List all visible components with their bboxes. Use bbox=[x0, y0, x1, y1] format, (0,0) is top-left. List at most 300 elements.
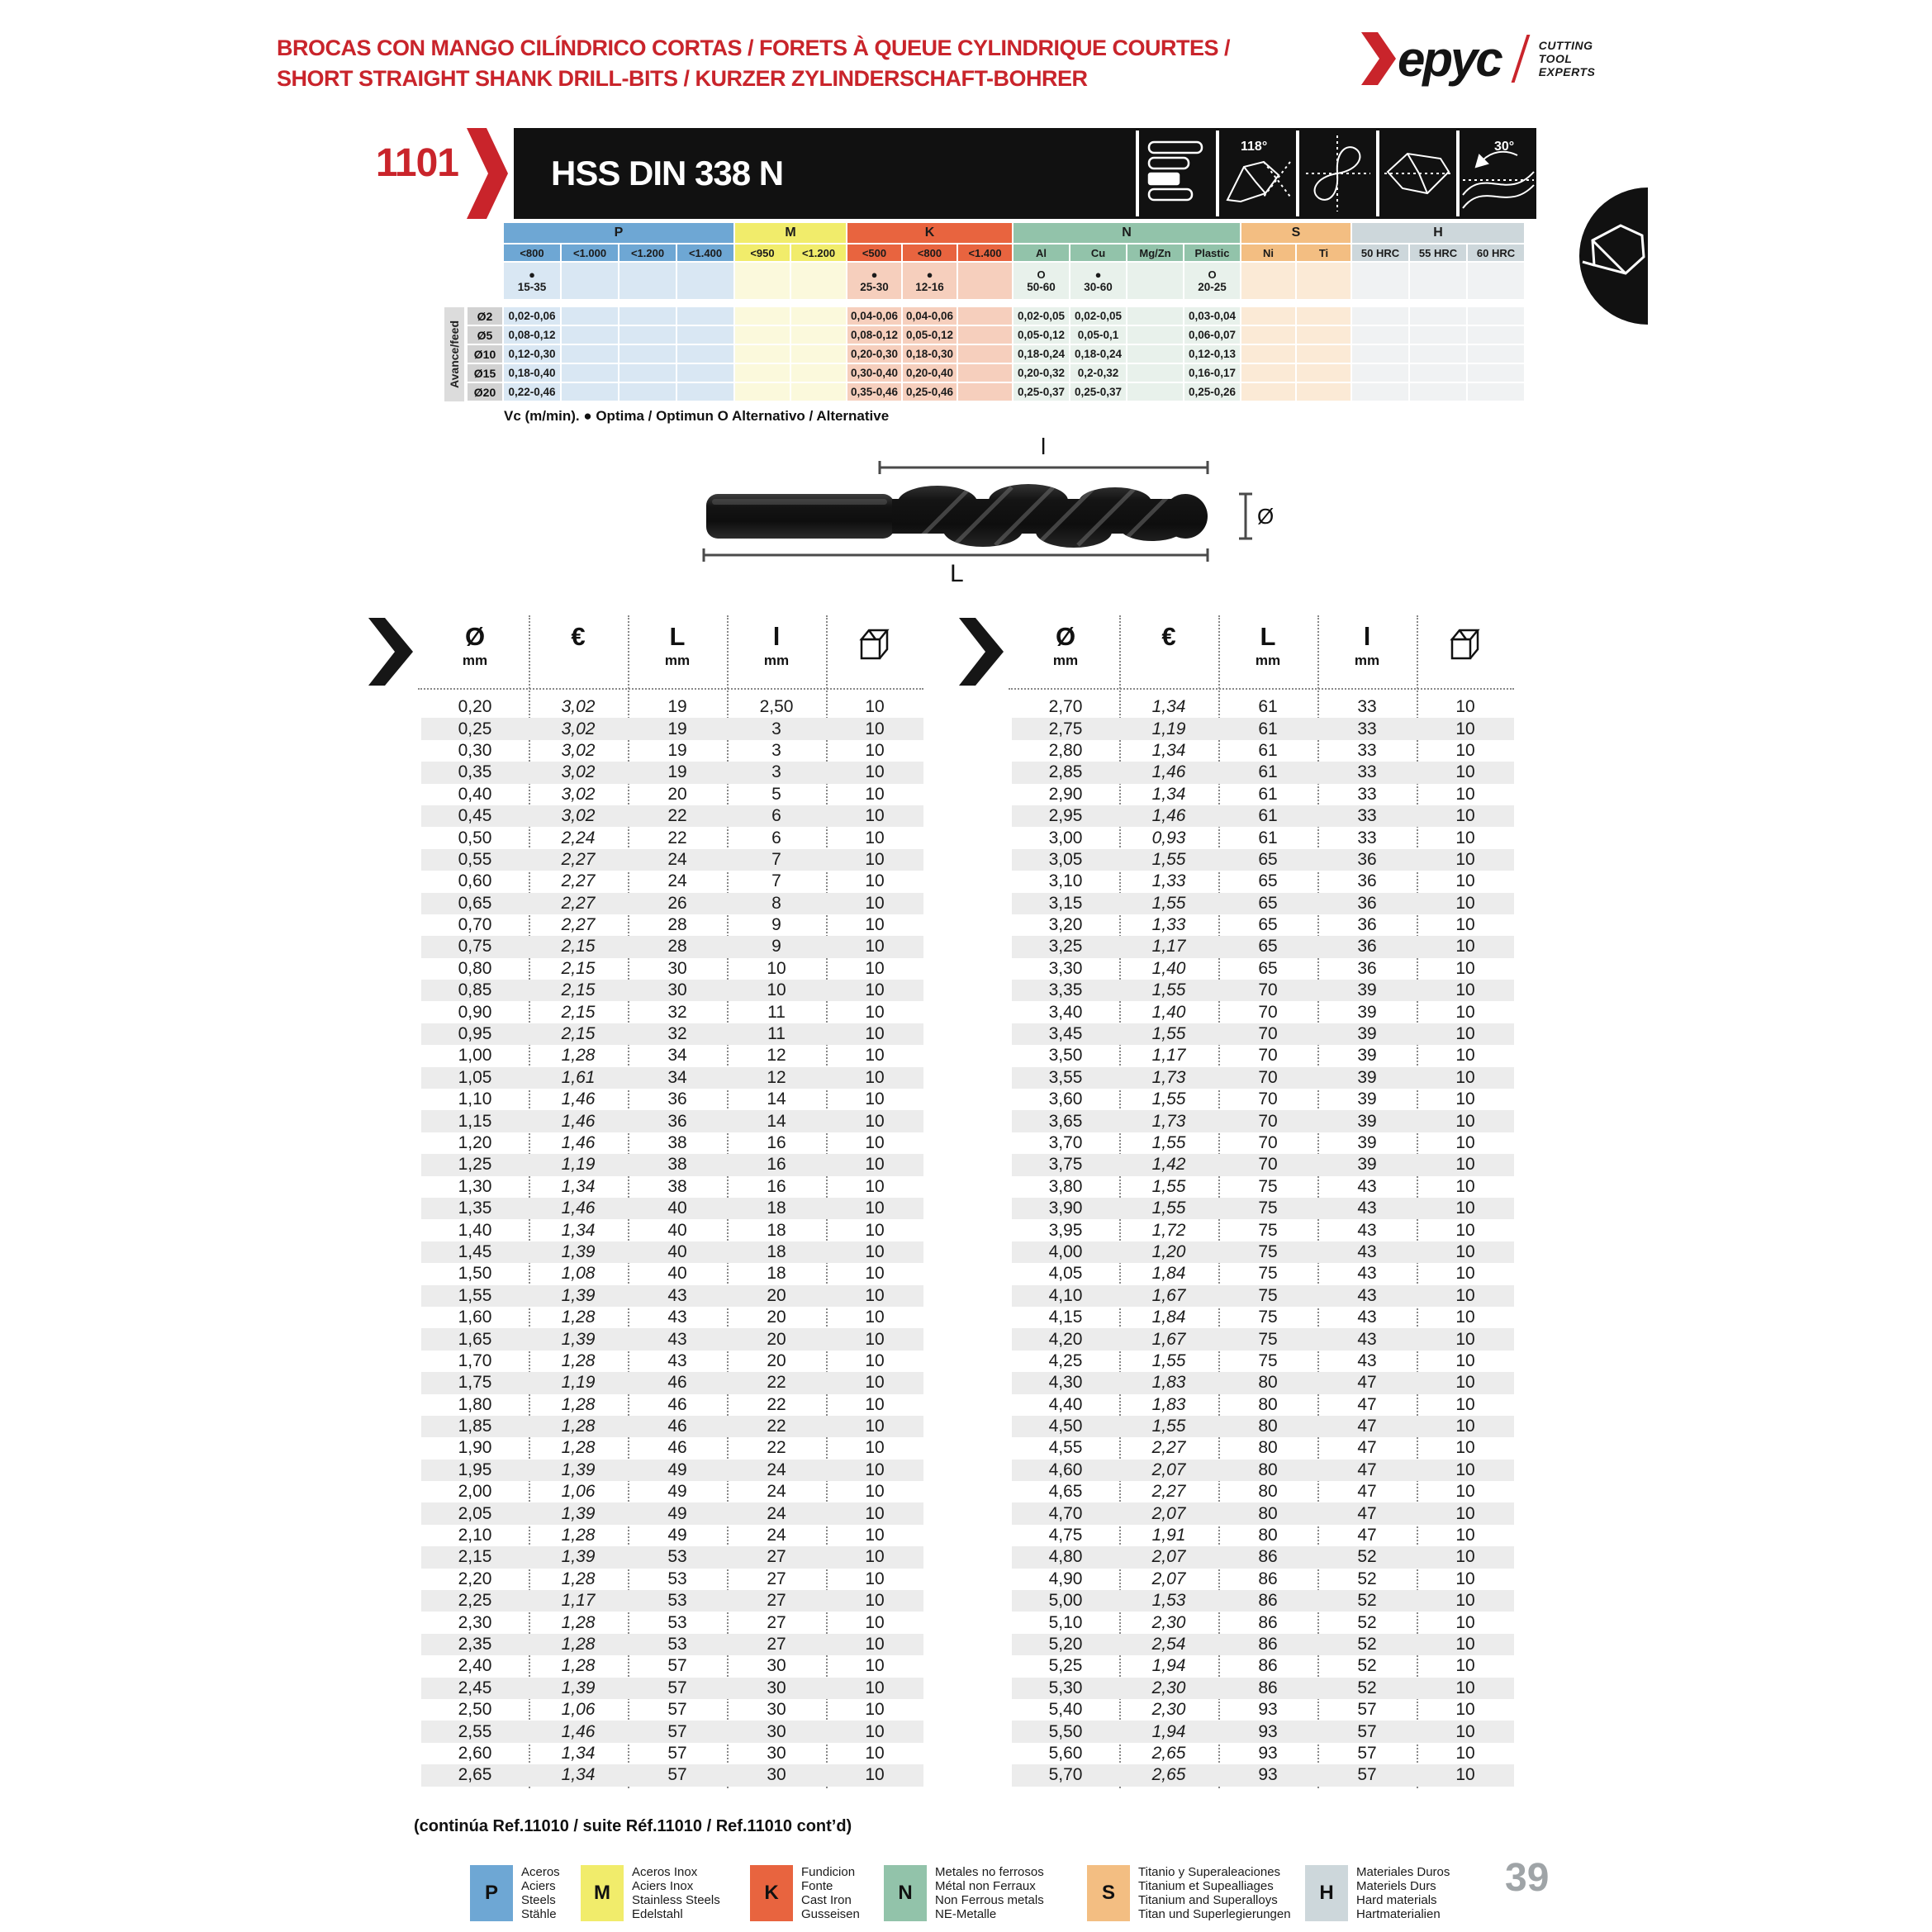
feed-cell bbox=[735, 383, 791, 402]
cell-price: 1,46 bbox=[1151, 806, 1186, 826]
cell-len: 40 bbox=[667, 1264, 687, 1284]
cell-qty: 10 bbox=[1455, 915, 1475, 935]
cell-price: 1,17 bbox=[561, 1591, 596, 1611]
cell-flute: 36 bbox=[1357, 915, 1377, 935]
cell-flute: 3 bbox=[771, 740, 781, 760]
cell-qty: 10 bbox=[865, 1394, 885, 1414]
point-angle-value: 118° bbox=[1241, 140, 1268, 154]
legend-text-K: Fundicion Fonte Cast Iron Gusseisen bbox=[801, 1865, 860, 1921]
cell-flute: 57 bbox=[1357, 1743, 1377, 1763]
cell-dia: 4,90 bbox=[1048, 1569, 1083, 1588]
cell-flute: 3 bbox=[771, 719, 781, 738]
table-row bbox=[1012, 1394, 1514, 1416]
table-row bbox=[421, 1612, 923, 1633]
cell-flute: 30 bbox=[767, 1765, 786, 1785]
cell-flute: 47 bbox=[1357, 1482, 1377, 1502]
cell-len: 80 bbox=[1258, 1438, 1278, 1458]
cell-price: 1,28 bbox=[561, 1308, 596, 1327]
feed-cell: 0,08-0,12 bbox=[847, 326, 903, 345]
vc-cell bbox=[791, 263, 847, 301]
feed-cell bbox=[1352, 307, 1410, 326]
cell-qty: 10 bbox=[1455, 1067, 1475, 1087]
cell-flute: 24 bbox=[767, 1460, 786, 1479]
cell-len: 43 bbox=[667, 1329, 687, 1349]
cell-qty: 10 bbox=[1455, 1438, 1475, 1458]
feed-cell bbox=[1352, 345, 1410, 364]
cell-qty: 10 bbox=[1455, 1373, 1475, 1393]
cell-flute: 47 bbox=[1357, 1417, 1377, 1436]
feed-cell bbox=[677, 345, 735, 364]
total-length-label: L bbox=[950, 560, 964, 586]
cell-dia: 3,90 bbox=[1048, 1199, 1083, 1218]
vc-cell bbox=[1352, 263, 1410, 301]
cell-price: 1,40 bbox=[1151, 958, 1186, 978]
vc-cell bbox=[562, 263, 619, 301]
cell-price: 2,15 bbox=[561, 937, 596, 957]
cell-len: 53 bbox=[667, 1634, 687, 1654]
feed-row-label: Ø2 bbox=[468, 307, 502, 325]
cell-qty: 10 bbox=[1455, 697, 1475, 717]
speed-subcol: Ti bbox=[1297, 244, 1352, 263]
cell-price: 1,39 bbox=[561, 1503, 596, 1523]
cell-price: 1,39 bbox=[561, 1460, 596, 1479]
cell-flute: 47 bbox=[1357, 1373, 1377, 1393]
cell-qty: 10 bbox=[1455, 740, 1475, 760]
cell-flute: 39 bbox=[1357, 1067, 1377, 1087]
cell-qty: 10 bbox=[1455, 1264, 1475, 1284]
feed-cell: 0,12-0,30 bbox=[504, 345, 562, 364]
cell-qty: 10 bbox=[1455, 1155, 1475, 1175]
feed-cell bbox=[1241, 307, 1297, 326]
table-row bbox=[1012, 1110, 1514, 1132]
feed-cell bbox=[735, 345, 791, 364]
feed-cell bbox=[1468, 307, 1526, 326]
cell-flute: 39 bbox=[1357, 1002, 1377, 1022]
cell-flute: 2,50 bbox=[759, 697, 794, 717]
cell-dia: 1,05 bbox=[458, 1067, 492, 1087]
cell-dia: 4,60 bbox=[1048, 1460, 1083, 1479]
cell-len: 36 bbox=[667, 1111, 687, 1131]
table-row bbox=[1012, 696, 1514, 718]
table-row bbox=[421, 696, 923, 718]
cell-len: 38 bbox=[667, 1155, 687, 1175]
feed-cell bbox=[1241, 345, 1297, 364]
cell-qty: 10 bbox=[865, 1373, 885, 1393]
feed-cell bbox=[1127, 345, 1184, 364]
feed-cell bbox=[1241, 326, 1297, 345]
cell-len: 22 bbox=[667, 828, 687, 847]
cell-flute: 14 bbox=[767, 1089, 786, 1109]
cell-dia: 4,20 bbox=[1048, 1329, 1083, 1349]
cell-price: 1,55 bbox=[1151, 980, 1186, 1000]
cell-dia: 2,50 bbox=[458, 1700, 492, 1720]
table-row bbox=[421, 1001, 923, 1023]
cell-len: 70 bbox=[1258, 1133, 1278, 1152]
cell-len: 46 bbox=[667, 1394, 687, 1414]
cell-flute: 43 bbox=[1357, 1308, 1377, 1327]
cell-qty: 10 bbox=[1455, 1656, 1475, 1676]
cell-qty: 10 bbox=[1455, 1241, 1475, 1261]
feed-cell bbox=[1297, 307, 1352, 326]
shank-profile-icon bbox=[1136, 131, 1216, 216]
cell-flute: 39 bbox=[1357, 1024, 1377, 1044]
cell-flute: 22 bbox=[767, 1394, 786, 1414]
feed-cell bbox=[1410, 345, 1468, 364]
speed-group-H: H bbox=[1352, 223, 1526, 244]
cell-dia: 5,10 bbox=[1048, 1612, 1083, 1632]
cell-price: 1,33 bbox=[1151, 915, 1186, 935]
product-code: 1101 bbox=[375, 141, 458, 185]
cell-len: 57 bbox=[667, 1765, 687, 1785]
speed-subcol: <1.200 bbox=[791, 244, 847, 263]
cell-flute: 30 bbox=[767, 1721, 786, 1741]
speed-subcol: <1.400 bbox=[677, 244, 735, 263]
feed-cell bbox=[791, 383, 847, 402]
table-row bbox=[1012, 958, 1514, 980]
cell-dia: 3,20 bbox=[1048, 915, 1083, 935]
vc-cell: ● 15-35 bbox=[504, 263, 562, 301]
feed-cell: 0,20-0,30 bbox=[847, 345, 903, 364]
cell-dia: 3,30 bbox=[1048, 958, 1083, 978]
cell-qty: 10 bbox=[1455, 1285, 1475, 1305]
cell-dia: 3,45 bbox=[1048, 1024, 1083, 1044]
cell-price: 1,34 bbox=[561, 1220, 596, 1240]
cell-len: 75 bbox=[1258, 1329, 1278, 1349]
cell-qty: 10 bbox=[865, 806, 885, 826]
cell-len: 43 bbox=[667, 1308, 687, 1327]
table-row bbox=[1012, 1328, 1514, 1350]
cell-price: 1,73 bbox=[1151, 1067, 1186, 1087]
cell-dia: 0,80 bbox=[458, 958, 492, 978]
cell-flute: 33 bbox=[1357, 719, 1377, 738]
table-row bbox=[1012, 980, 1514, 1001]
table-row bbox=[421, 958, 923, 980]
speed-group-N: N bbox=[1013, 223, 1241, 244]
feed-cell bbox=[1352, 383, 1410, 402]
cell-flute: 3 bbox=[771, 762, 781, 782]
table-row bbox=[1012, 1132, 1514, 1154]
cell-dia: 2,90 bbox=[1048, 784, 1083, 804]
table-row bbox=[421, 762, 923, 783]
cell-dia: 5,25 bbox=[1048, 1656, 1083, 1676]
feed-cell bbox=[562, 307, 619, 326]
feed-cell bbox=[1410, 307, 1468, 326]
table-row bbox=[421, 1372, 923, 1393]
cell-dia: 1,45 bbox=[458, 1241, 492, 1261]
cell-flute: 7 bbox=[771, 871, 781, 891]
table-row bbox=[1012, 1481, 1514, 1502]
cell-dia: 4,75 bbox=[1048, 1526, 1083, 1545]
feed-cell bbox=[1297, 383, 1352, 402]
legend-text-N: Metales no ferrosos Métal non Ferraux Non Ferrous metals NE-Metalle bbox=[935, 1865, 1044, 1921]
table-row bbox=[1012, 1154, 1514, 1175]
cell-qty: 10 bbox=[865, 849, 885, 869]
cell-price: 3,02 bbox=[561, 784, 596, 804]
table-row bbox=[421, 1110, 923, 1132]
cell-qty: 10 bbox=[865, 1220, 885, 1240]
cell-flute: 57 bbox=[1357, 1765, 1377, 1785]
cell-len: 49 bbox=[667, 1526, 687, 1545]
cell-len: 34 bbox=[667, 1067, 687, 1087]
cell-price: 1,28 bbox=[561, 1612, 596, 1632]
legend-swatch-M: M bbox=[581, 1865, 624, 1921]
cell-dia: 2,85 bbox=[1048, 762, 1083, 782]
cell-price: 1,28 bbox=[561, 1438, 596, 1458]
product-banner bbox=[514, 128, 1536, 219]
cell-qty: 10 bbox=[865, 1329, 885, 1349]
cell-dia: 0,40 bbox=[458, 784, 492, 804]
cell-len: 86 bbox=[1258, 1678, 1278, 1697]
feed-cell: 0,18-0,24 bbox=[1070, 345, 1127, 364]
cell-price: 1,46 bbox=[561, 1721, 596, 1741]
cell-len: 93 bbox=[1258, 1765, 1278, 1785]
cell-flute: 43 bbox=[1357, 1285, 1377, 1305]
feed-cell: 0,2-0,32 bbox=[1070, 364, 1127, 383]
feed-cell bbox=[562, 345, 619, 364]
column-header-0: Ø mm bbox=[462, 622, 488, 668]
cell-qty: 10 bbox=[1455, 762, 1475, 782]
cell-dia: 0,50 bbox=[458, 828, 492, 847]
cell-qty: 10 bbox=[865, 1482, 885, 1502]
table-row bbox=[421, 1263, 923, 1284]
table-row bbox=[1012, 849, 1514, 871]
cell-qty: 10 bbox=[865, 915, 885, 935]
feed-cell bbox=[1468, 326, 1526, 345]
table-row bbox=[421, 1525, 923, 1546]
speed-subcol: Ni bbox=[1241, 244, 1297, 263]
cell-qty: 10 bbox=[1455, 871, 1475, 891]
cell-price: 1,67 bbox=[1151, 1329, 1186, 1349]
cell-len: 65 bbox=[1258, 915, 1278, 935]
cell-len: 70 bbox=[1258, 1155, 1278, 1175]
cell-len: 93 bbox=[1258, 1700, 1278, 1720]
cell-flute: 20 bbox=[767, 1351, 786, 1370]
cell-price: 2,15 bbox=[561, 958, 596, 978]
cell-dia: 0,95 bbox=[458, 1024, 492, 1044]
cell-flute: 39 bbox=[1357, 1133, 1377, 1152]
cell-flute: 47 bbox=[1357, 1503, 1377, 1523]
cell-qty: 10 bbox=[865, 1591, 885, 1611]
table-row bbox=[1012, 1198, 1514, 1219]
cell-qty: 10 bbox=[1455, 1721, 1475, 1741]
cross-section-icon bbox=[1296, 131, 1376, 216]
cell-dia: 1,50 bbox=[458, 1264, 492, 1284]
cell-flute: 18 bbox=[767, 1199, 786, 1218]
cell-qty: 10 bbox=[1455, 1133, 1475, 1152]
table-row bbox=[1012, 1416, 1514, 1437]
cell-len: 75 bbox=[1258, 1241, 1278, 1261]
cell-dia: 0,75 bbox=[458, 937, 492, 957]
table-row bbox=[1012, 1743, 1514, 1764]
cell-price: 1,06 bbox=[561, 1482, 596, 1502]
cell-flute: 33 bbox=[1357, 784, 1377, 804]
cell-qty: 10 bbox=[865, 828, 885, 847]
feed-cell: 0,18-0,30 bbox=[903, 345, 958, 364]
cell-len: 61 bbox=[1258, 719, 1278, 738]
cell-price: 2,30 bbox=[1151, 1700, 1186, 1720]
column-header-3: l mm bbox=[1354, 622, 1380, 668]
cell-flute: 18 bbox=[767, 1241, 786, 1261]
feed-cell bbox=[735, 326, 791, 345]
helix-angle-icon bbox=[1456, 131, 1536, 216]
brand-logo-mark bbox=[1361, 31, 1501, 88]
speed-subcol: Cu bbox=[1070, 244, 1127, 263]
cell-flute: 39 bbox=[1357, 1155, 1377, 1175]
table-row bbox=[421, 1067, 923, 1089]
cell-dia: 2,70 bbox=[1048, 697, 1083, 717]
cell-len: 86 bbox=[1258, 1612, 1278, 1632]
feed-cell: 0,08-0,12 bbox=[504, 326, 562, 345]
vc-cell bbox=[958, 263, 1013, 301]
cell-price: 1,94 bbox=[1151, 1721, 1186, 1741]
legend-swatch-K: K bbox=[750, 1865, 793, 1921]
vc-cell: ● 12-16 bbox=[903, 263, 958, 301]
legend-swatch-P: P bbox=[470, 1865, 513, 1921]
cell-dia: 2,15 bbox=[458, 1547, 492, 1567]
cell-price: 1,34 bbox=[561, 1743, 596, 1763]
cell-qty: 10 bbox=[1455, 806, 1475, 826]
cell-price: 3,02 bbox=[561, 806, 596, 826]
feed-cell bbox=[1468, 345, 1526, 364]
cell-dia: 1,10 bbox=[458, 1089, 492, 1109]
cell-price: 2,27 bbox=[561, 849, 596, 869]
cell-len: 53 bbox=[667, 1591, 687, 1611]
cell-price: 1,73 bbox=[1151, 1111, 1186, 1131]
cell-price: 1,39 bbox=[561, 1678, 596, 1697]
table-row bbox=[1012, 1460, 1514, 1481]
cell-dia: 1,70 bbox=[458, 1351, 492, 1370]
speed-subcol: 50 HRC bbox=[1352, 244, 1410, 263]
helix-angle-value: 30° bbox=[1494, 140, 1515, 154]
column-header-2: L mm bbox=[1255, 622, 1281, 668]
cell-dia: 2,95 bbox=[1048, 806, 1083, 826]
cell-dia: 3,50 bbox=[1048, 1046, 1083, 1066]
cell-price: 1,17 bbox=[1151, 937, 1186, 957]
cell-flute: 52 bbox=[1357, 1612, 1377, 1632]
cell-dia: 4,65 bbox=[1048, 1482, 1083, 1502]
table-row bbox=[421, 893, 923, 914]
cell-len: 24 bbox=[667, 849, 687, 869]
feed-cell: 0,04-0,06 bbox=[903, 307, 958, 326]
cell-len: 65 bbox=[1258, 849, 1278, 869]
cell-dia: 5,30 bbox=[1048, 1678, 1083, 1697]
cell-price: 2,65 bbox=[1151, 1743, 1186, 1763]
cell-flute: 36 bbox=[1357, 893, 1377, 913]
header-divider bbox=[1009, 688, 1514, 690]
cell-price: 1,34 bbox=[561, 1765, 596, 1785]
feed-cell: 0,35-0,46 bbox=[847, 383, 903, 402]
table-row bbox=[421, 1655, 923, 1677]
package-qty-icon bbox=[856, 627, 894, 666]
cell-price: 3,02 bbox=[561, 697, 596, 717]
cell-dia: 4,25 bbox=[1048, 1351, 1083, 1370]
table-row bbox=[421, 1089, 923, 1110]
cell-price: 1,72 bbox=[1151, 1220, 1186, 1240]
cell-flute: 52 bbox=[1357, 1591, 1377, 1611]
cell-price: 1,06 bbox=[561, 1700, 596, 1720]
cell-price: 1,40 bbox=[1151, 1002, 1186, 1022]
cell-dia: 4,40 bbox=[1048, 1394, 1083, 1414]
table-row bbox=[1012, 1525, 1514, 1546]
table-row bbox=[421, 1328, 923, 1350]
cell-len: 34 bbox=[667, 1046, 687, 1066]
cell-dia: 0,25 bbox=[458, 719, 492, 738]
cell-dia: 3,40 bbox=[1048, 1002, 1083, 1022]
cell-dia: 1,15 bbox=[458, 1111, 492, 1131]
table-row bbox=[421, 1394, 923, 1416]
cell-price: 1,28 bbox=[561, 1394, 596, 1414]
cell-len: 80 bbox=[1258, 1373, 1278, 1393]
cell-flute: 16 bbox=[767, 1133, 786, 1152]
cell-dia: 1,90 bbox=[458, 1438, 492, 1458]
cell-price: 1,46 bbox=[561, 1199, 596, 1218]
cell-dia: 1,20 bbox=[458, 1133, 492, 1152]
table-row bbox=[421, 1198, 923, 1219]
cell-dia: 1,55 bbox=[458, 1285, 492, 1305]
feed-cell bbox=[1410, 383, 1468, 402]
cell-dia: 3,25 bbox=[1048, 937, 1083, 957]
cell-len: 28 bbox=[667, 937, 687, 957]
column-header-1: € bbox=[571, 622, 586, 651]
cell-qty: 10 bbox=[865, 1460, 885, 1479]
cell-price: 1,55 bbox=[1151, 1199, 1186, 1218]
cell-qty: 10 bbox=[1455, 1176, 1475, 1196]
cell-len: 43 bbox=[667, 1285, 687, 1305]
feed-cell bbox=[677, 307, 735, 326]
table-row bbox=[421, 1219, 923, 1241]
product-name: HSS DIN 338 N bbox=[551, 154, 784, 192]
table-row bbox=[1012, 1502, 1514, 1524]
table-row bbox=[421, 1460, 923, 1481]
feed-cell: 0,18-0,24 bbox=[1013, 345, 1070, 364]
table-rows-left bbox=[421, 696, 923, 1787]
cell-len: 57 bbox=[667, 1656, 687, 1676]
cell-flute: 9 bbox=[771, 915, 781, 935]
cell-price: 1,20 bbox=[1151, 1241, 1186, 1261]
cell-price: 1,28 bbox=[561, 1634, 596, 1654]
technical-icon-strip bbox=[1136, 131, 1536, 216]
cell-price: 2,15 bbox=[561, 1002, 596, 1022]
legend-text-H: Materiales Duros Materiels Durs Hard materials Hartmaterialien bbox=[1356, 1865, 1450, 1921]
cell-qty: 10 bbox=[1455, 1199, 1475, 1218]
table-row bbox=[421, 1416, 923, 1437]
cell-dia: 1,80 bbox=[458, 1394, 492, 1414]
cell-qty: 10 bbox=[1455, 1700, 1475, 1720]
feed-cell bbox=[958, 364, 1013, 383]
cell-len: 46 bbox=[667, 1417, 687, 1436]
vc-cell bbox=[619, 263, 677, 301]
table-row bbox=[1012, 762, 1514, 783]
cell-dia: 4,30 bbox=[1048, 1373, 1083, 1393]
diameter-label: Ø bbox=[1257, 504, 1275, 529]
cell-flute: 39 bbox=[1357, 980, 1377, 1000]
cell-qty: 10 bbox=[865, 1046, 885, 1066]
page-edge-tab bbox=[1579, 188, 1648, 325]
cell-price: 1,19 bbox=[1151, 719, 1186, 738]
cell-price: 1,39 bbox=[561, 1285, 596, 1305]
cell-flute: 10 bbox=[767, 958, 786, 978]
cell-len: 40 bbox=[667, 1199, 687, 1218]
cell-flute: 57 bbox=[1357, 1700, 1377, 1720]
cell-price: 1,39 bbox=[561, 1547, 596, 1567]
cell-price: 2,07 bbox=[1151, 1503, 1186, 1523]
feed-cell: 0,04-0,06 bbox=[847, 307, 903, 326]
cell-flute: 36 bbox=[1357, 849, 1377, 869]
cell-len: 28 bbox=[667, 915, 687, 935]
cell-dia: 5,50 bbox=[1048, 1721, 1083, 1741]
vc-cell bbox=[1241, 263, 1297, 301]
cell-flute: 39 bbox=[1357, 1046, 1377, 1066]
